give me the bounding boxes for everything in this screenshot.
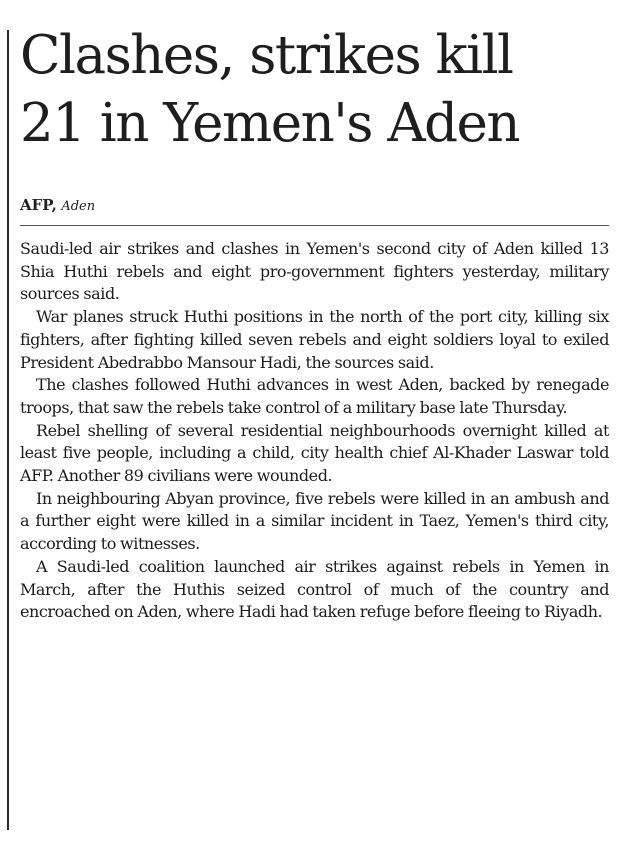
byline-agency: AFP, (20, 196, 57, 214)
headline (20, 22, 612, 158)
paragraph-3: The clashes followed Huthi advances in west Aden, backed by renegade troops, that saw the rebels take control of a military base late Thursday. (20, 375, 609, 417)
headline-line-1: Clashes, strikes kill (20, 25, 513, 86)
byline-place: Aden (61, 199, 96, 214)
paragraph-4: Rebel shelling of several residential neighbourhoods overnight killed at least five people, including a child, city health chief Al-Khader Laswar told AFP. Another 89 civilians were wounded. (20, 420, 609, 486)
paragraph-2: War planes struck Huthi positions in the north of the port city, killing six fighters, after fighting killed seven rebels and eight soldiers loyal to exiled President Abedrabbo Mansour Hadi, the sources said. (20, 307, 609, 372)
paragraph-5: In neighbouring Abyan province, five rebels were killed in an ambush and a further eight were killed in a similar incident in Taez, Yemen's third city, according to witnesses. (20, 488, 609, 554)
article-body (20, 238, 609, 624)
paragraph-6: A Saudi-led coalition launched air strikes against rebels in Yemen in March, after the Huthis seized control of much of the country and encroached on Aden, where Hadi had taken refuge before fleeing to Riyadh. (20, 556, 609, 622)
paragraph-1: Saudi-led air strikes and clashes in Yemen's second city of Aden killed 13 Shia Huthi rebels and eight pro-government fighters yesterday, military sources said. (20, 239, 609, 304)
divider-line (20, 225, 609, 226)
byline (20, 196, 95, 216)
column-rule (7, 30, 9, 830)
headline-line-2: 21 in Yemen's Aden (20, 93, 520, 154)
